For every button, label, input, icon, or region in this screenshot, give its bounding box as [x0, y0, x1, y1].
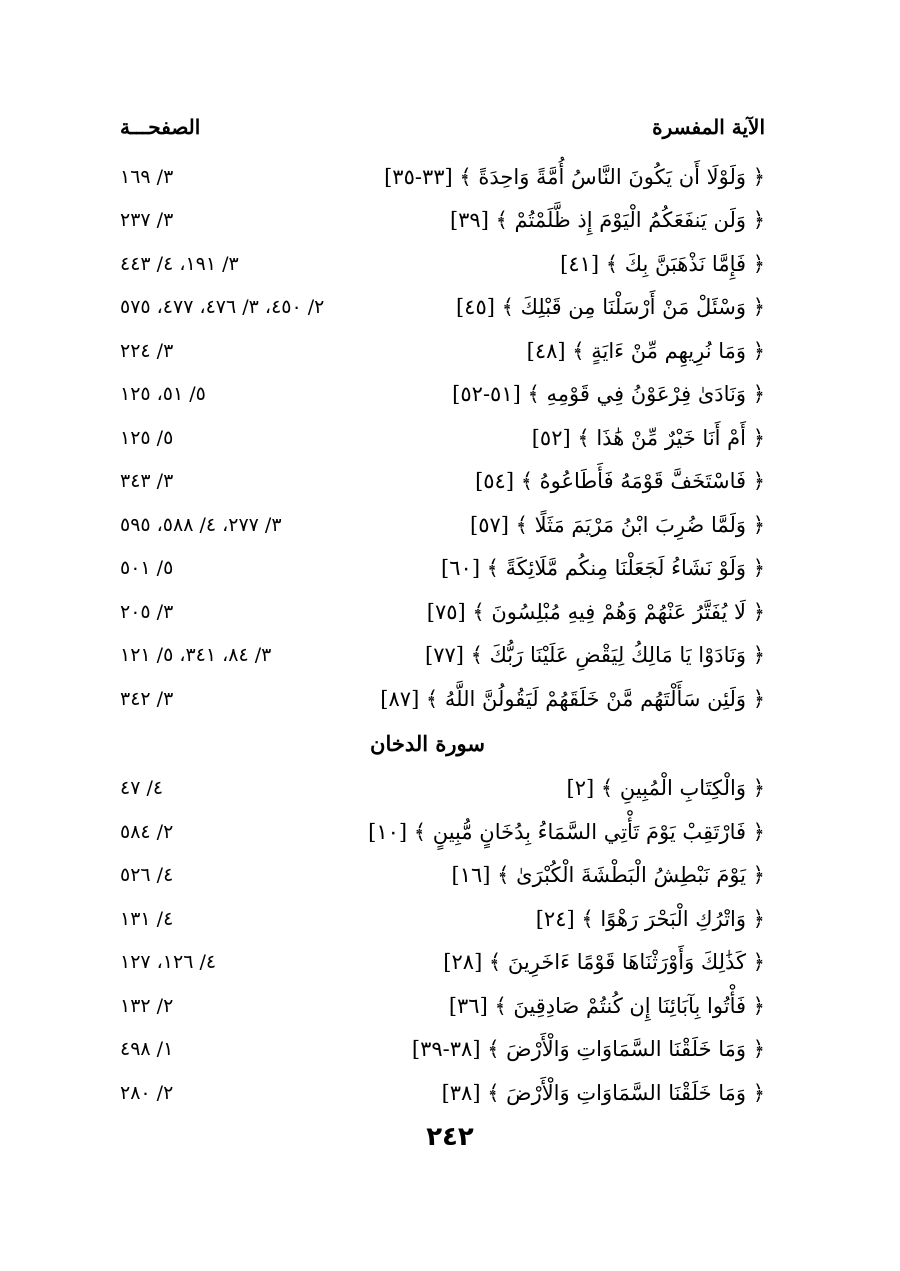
index-row	[120, 242, 765, 286]
page-references: ٣/ ٢٣٧	[120, 209, 174, 232]
verse-text: ﴿ وَلَن يَنفَعَكُمُ الْيَوْمَ إِذ ظَّلَمْتُمْ ﴾ [٣٩]	[449, 208, 765, 233]
index-row	[120, 286, 765, 330]
verse-text: ﴿ أَمْ أَنَا خَيْرٌ مِّنْ هَٰذَا ﴾ [٥٢]	[531, 425, 765, 450]
surah-title: سورة الدخان	[370, 730, 485, 756]
page-references: ٢/ ٥٨٤	[120, 820, 174, 843]
index-row	[120, 941, 765, 985]
page-references: ٣/ ٣٤٢	[120, 687, 174, 710]
verse-text: ﴿ وَمَا نُرِيهِم مِّنْ ءَايَةٍ ﴾ [٤٨]	[526, 338, 765, 363]
index-row	[120, 460, 765, 504]
index-row	[120, 634, 765, 678]
index-row	[120, 547, 765, 591]
index-section-dukhan	[120, 767, 765, 1115]
verse-text: ﴿ وَنَادَوْا يَا مَالِكُ لِيَقْضِ عَلَيْنَا رَبُّكَ ﴾ [٧٧]	[425, 643, 765, 668]
page-references: ٣/ ٢٢٤	[120, 339, 174, 362]
verse-text: ﴿ وَاتْرُكِ الْبَحْرَ رَهْوًا ﴾ [٢٤]	[535, 906, 765, 931]
index-row	[120, 897, 765, 941]
verse-text: ﴿ كَذَٰلِكَ وَأَوْرَثْنَاهَا قَوْمًا ءَاخَرِينَ ﴾ [٢٨]	[443, 950, 765, 975]
page-references: ٤/ ١٢٦، ١٢٧	[120, 951, 217, 974]
verse-text: ﴿ وَالْكِتَابِ الْمُبِينِ ﴾ [٢]	[566, 776, 765, 801]
index-row	[120, 155, 765, 199]
page-references: ٢/ ١٣٢	[120, 994, 174, 1017]
page-references: ٣/ ٢٧٧، ٤/ ٥٨٨، ٥٩٥	[120, 513, 282, 536]
index-row	[120, 416, 765, 460]
column-header	[120, 115, 765, 155]
page-references: ٣/ ١٩١، ٤/ ٤٤٣	[120, 252, 239, 275]
page-references: ٣/ ١٦٩	[120, 165, 174, 188]
index-section-zukhruf	[120, 155, 765, 721]
verse-text: ﴿ وَنَادَىٰ فِرْعَوْنُ فِي قَوْمِهِ ﴾ [٥١-٥٢]	[452, 382, 765, 407]
page-references: ٣/ ٢٠٥	[120, 600, 174, 623]
verse-text: ﴿ فَاسْتَخَفَّ قَوْمَهُ فَأَطَاعُوهُ ﴾ [٥٤]	[475, 469, 765, 494]
index-row	[120, 810, 765, 854]
verse-text: ﴿ فَارْتَقِبْ يَوْمَ تَأْتِي السَّمَاءُ بِدُخَانٍ مُّبِينٍ ﴾ [١٠]	[368, 819, 765, 844]
verse-text: ﴿ وَلَوْ نَشَاءُ لَجَعَلْنَا مِنكُم مَّلَائِكَةً ﴾ [٦٠]	[441, 556, 765, 581]
index-row	[120, 1028, 765, 1072]
index-row	[120, 767, 765, 811]
index-row	[120, 854, 765, 898]
index-row	[120, 373, 765, 417]
index-row	[120, 329, 765, 373]
page-column-heading: الصفحـــة	[120, 115, 201, 139]
page-references: ٢/ ٢٨٠	[120, 1081, 174, 1104]
verse-text: ﴿ وَلَوْلَا أَن يَكُونَ النَّاسُ أُمَّةً وَاحِدَةً ﴾ [٣٣-٣٥]	[384, 164, 765, 189]
verse-text: ﴿ لَا يُفَتَّرُ عَنْهُمْ وَهُمْ فِيهِ مُبْلِسُونَ ﴾ [٧٥]	[426, 599, 765, 624]
page-references: ٥/ ٥١، ١٢٥	[120, 383, 206, 406]
index-page	[120, 115, 765, 1115]
page-references: ٤/ ١٣١	[120, 907, 174, 930]
verse-text: ﴿ فَأْتُوا بِآبَائِنَا إِن كُنتُمْ صَادِقِينَ ﴾ [٣٦]	[448, 993, 765, 1018]
index-row	[120, 590, 765, 634]
page-references: ١/ ٤٩٨	[120, 1038, 174, 1061]
index-row	[120, 199, 765, 243]
page-references: ٤/ ٤٧	[120, 777, 164, 800]
index-row	[120, 984, 765, 1028]
verse-text: ﴿ وَمَا خَلَقْنَا السَّمَاوَاتِ وَالْأَرْضَ ﴾ [٣٨-٣٩]	[411, 1037, 765, 1062]
verse-text: ﴿ وَلَئِن سَأَلْتَهُم مَّنْ خَلَقَهُمْ لَيَقُولُنَّ اللَّهُ ﴾ [٨٧]	[380, 686, 765, 711]
page-references: ٢/ ٤٥٠، ٣/ ٤٧٦، ٤٧٧، ٥٧٥	[120, 296, 325, 319]
verse-text: ﴿ وَمَا خَلَقْنَا السَّمَاوَاتِ وَالْأَرْضَ ﴾ [٣٨]	[441, 1080, 765, 1105]
verse-text: ﴿ يَوْمَ نَبْطِشُ الْبَطْشَةَ الْكُبْرَىٰ ﴾ [١٦]	[451, 863, 765, 888]
verse-column-heading: الآية المفسرة	[652, 115, 765, 139]
index-row	[120, 677, 765, 721]
index-row	[120, 503, 765, 547]
page-references: ٥/ ١٢٥	[120, 426, 174, 449]
verse-text: ﴿ فَإِمَّا نَذْهَبَنَّ بِكَ ﴾ [٤١]	[560, 251, 765, 276]
page-references: ٥/ ٥٠١	[120, 557, 174, 580]
verse-text: ﴿ وَسْئَلْ مَنْ أَرْسَلْنَا مِن قَبْلِكَ ﴾ [٤٥]	[455, 295, 765, 320]
page-references: ٣/ ٨٤، ٣٤١، ٥/ ١٢١	[120, 644, 272, 667]
index-row	[120, 1071, 765, 1115]
page-references: ٤/ ٥٢٦	[120, 864, 174, 887]
page-references: ٣/ ٣٤٣	[120, 470, 174, 493]
page-number: ٢٤٢	[426, 1122, 474, 1152]
verse-text: ﴿ وَلَمَّا ضُرِبَ ابْنُ مَرْيَمَ مَثَلًا ﴾ [٥٧]	[470, 512, 765, 537]
